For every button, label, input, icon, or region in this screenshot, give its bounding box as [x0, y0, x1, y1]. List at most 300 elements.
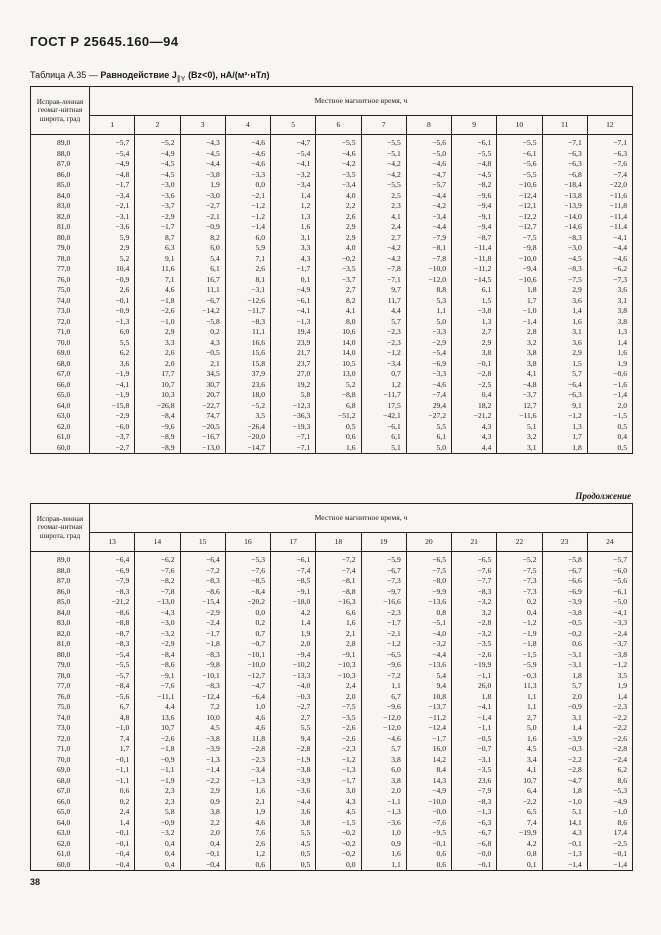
- value-cell: −20,2: [225, 597, 270, 608]
- value-cell: 5,0: [406, 443, 451, 454]
- value-cell: −13,7: [406, 702, 451, 713]
- value-cell: −1,0: [587, 807, 632, 818]
- table-row: [31, 359, 633, 370]
- value-cell: −6,4: [542, 380, 587, 391]
- table-row: [31, 149, 633, 160]
- table-row: [31, 275, 633, 286]
- table-row: [31, 170, 633, 181]
- value-cell: 1,5: [542, 359, 587, 370]
- value-cell: 4,6: [225, 818, 270, 829]
- value-cell: −0,1: [452, 359, 497, 370]
- caption-subscript: ∥Y: [176, 73, 186, 83]
- value-cell: −6,5: [406, 552, 451, 566]
- value-cell: −6,3: [542, 159, 587, 170]
- value-cell: −7,6: [452, 566, 497, 577]
- value-cell: 37,9: [225, 369, 270, 380]
- value-cell: 1,9: [225, 807, 270, 818]
- value-cell: −14,6: [542, 222, 587, 233]
- value-cell: 8,6: [587, 818, 632, 829]
- value-cell: 14,3: [406, 776, 451, 787]
- value-cell: −22,0: [587, 180, 632, 191]
- latitude-cell: 84,0: [31, 191, 90, 202]
- value-cell: −7,4: [316, 566, 361, 577]
- value-cell: −2,6: [587, 734, 632, 745]
- latitude-cell: 85,0: [31, 597, 90, 608]
- value-cell: −0,1: [452, 860, 497, 871]
- table-row: [31, 744, 633, 755]
- value-cell: 2,0: [135, 359, 180, 370]
- value-cell: 5,1: [497, 422, 542, 433]
- value-cell: −0,3: [271, 692, 316, 703]
- value-cell: 16,7: [180, 275, 225, 286]
- table-row: [31, 380, 633, 391]
- value-cell: −2,2: [497, 797, 542, 808]
- value-cell: −2,1: [361, 629, 406, 640]
- value-cell: −3,3: [587, 618, 632, 629]
- value-cell: −3,1: [542, 660, 587, 671]
- value-cell: 5,0: [406, 317, 451, 328]
- value-cell: −3,1: [452, 755, 497, 766]
- value-cell: 2,6: [316, 212, 361, 223]
- table-row: [31, 839, 633, 850]
- value-cell: −4,9: [135, 149, 180, 160]
- value-cell: −18,4: [542, 180, 587, 191]
- value-cell: −8,8: [316, 390, 361, 401]
- value-cell: −3,2: [135, 629, 180, 640]
- value-cell: 3,3: [271, 243, 316, 254]
- value-cell: −1,9: [90, 390, 135, 401]
- table-row: [31, 755, 633, 766]
- value-cell: 3,5: [587, 671, 632, 682]
- value-cell: 4,6: [135, 285, 180, 296]
- value-cell: −6,4: [225, 692, 270, 703]
- value-cell: 0,5: [587, 443, 632, 454]
- value-cell: 4,3: [180, 338, 225, 349]
- value-cell: −7,6: [406, 818, 451, 829]
- value-cell: −8,6: [90, 608, 135, 619]
- value-cell: −1,0: [135, 317, 180, 328]
- value-cell: −4,4: [587, 243, 632, 254]
- value-cell: 0,4: [452, 390, 497, 401]
- value-cell: −7,2: [361, 671, 406, 682]
- latitude-cell: 87,0: [31, 576, 90, 587]
- value-cell: 10,7: [135, 723, 180, 734]
- latitude-cell: 85,0: [31, 180, 90, 191]
- value-cell: 2,1: [316, 629, 361, 640]
- value-cell: −0,5: [542, 618, 587, 629]
- value-cell: 10,7: [497, 776, 542, 787]
- latitude-cell: 87,0: [31, 159, 90, 170]
- value-cell: −3,9: [180, 744, 225, 755]
- value-cell: 0,6: [90, 786, 135, 797]
- value-cell: −42,1: [361, 411, 406, 422]
- value-cell: −9,8: [180, 660, 225, 671]
- value-cell: 0,2: [497, 597, 542, 608]
- caption-prefix: Таблица А.35 —: [30, 70, 101, 80]
- value-cell: −4,8: [497, 380, 542, 391]
- value-cell: −1,9: [135, 776, 180, 787]
- value-cell: 5,5: [406, 422, 451, 433]
- latitude-cell: 74,0: [31, 296, 90, 307]
- value-cell: −7,1: [271, 443, 316, 454]
- value-cell: −9,1: [452, 212, 497, 223]
- value-cell: 1,9: [587, 359, 632, 370]
- latitude-cell: 81,0: [31, 222, 90, 233]
- value-cell: −3,2: [452, 629, 497, 640]
- table-row: [31, 576, 633, 587]
- value-cell: 1,6: [271, 222, 316, 233]
- value-cell: 4,3: [271, 254, 316, 265]
- value-cell: 2,9: [452, 338, 497, 349]
- value-cell: −5,1: [361, 149, 406, 160]
- value-cell: −12,1: [497, 201, 542, 212]
- value-cell: −3,5: [452, 765, 497, 776]
- value-cell: 7,4: [90, 734, 135, 745]
- value-cell: −4,6: [225, 135, 270, 149]
- value-cell: −2,8: [225, 744, 270, 755]
- latitude-cell: 86,0: [31, 587, 90, 598]
- value-cell: 0,4: [180, 839, 225, 850]
- value-cell: 8,2: [316, 296, 361, 307]
- value-cell: −8,9: [135, 443, 180, 454]
- value-cell: −21,2: [90, 597, 135, 608]
- value-cell: −3,2: [452, 597, 497, 608]
- table-row: [31, 860, 633, 871]
- value-cell: −3,5: [452, 639, 497, 650]
- table-row: [31, 618, 633, 629]
- value-cell: 30,7: [180, 380, 225, 391]
- value-cell: −14,7: [225, 443, 270, 454]
- value-cell: 0,5: [271, 849, 316, 860]
- value-cell: −2,6: [316, 734, 361, 745]
- value-cell: −6,1: [497, 149, 542, 160]
- value-cell: 13,0: [316, 369, 361, 380]
- value-cell: 6,1: [361, 432, 406, 443]
- value-cell: −8,7: [452, 233, 497, 244]
- latitude-cell: 79,0: [31, 243, 90, 254]
- value-cell: −20,5: [180, 422, 225, 433]
- value-cell: −1,2: [361, 639, 406, 650]
- value-cell: −2,8: [452, 618, 497, 629]
- value-cell: 0,1: [271, 275, 316, 286]
- value-cell: 11,6: [135, 264, 180, 275]
- table-row: [31, 671, 633, 682]
- value-cell: −5,7: [406, 180, 451, 191]
- value-cell: −3,6: [90, 222, 135, 233]
- value-cell: 2,3: [135, 797, 180, 808]
- value-cell: −4,3: [180, 135, 225, 149]
- value-cell: 1,3: [587, 327, 632, 338]
- value-cell: −9,6: [361, 660, 406, 671]
- value-cell: −7,7: [452, 576, 497, 587]
- value-cell: −9,6: [135, 422, 180, 433]
- value-cell: −7,5: [406, 566, 451, 577]
- value-cell: −1,1: [90, 765, 135, 776]
- value-cell: −1,1: [90, 776, 135, 787]
- value-cell: −8,2: [452, 180, 497, 191]
- value-cell: −12,3: [271, 401, 316, 412]
- value-cell: −4,6: [225, 149, 270, 160]
- value-cell: −4,1: [90, 380, 135, 391]
- value-cell: −4,9: [90, 159, 135, 170]
- value-cell: −4,1: [452, 702, 497, 713]
- value-cell: −8,8: [90, 618, 135, 629]
- value-cell: 5,4: [406, 671, 451, 682]
- table-row: [31, 233, 633, 244]
- value-cell: −0,5: [452, 734, 497, 745]
- value-cell: −7,6: [135, 566, 180, 577]
- value-cell: −8,1: [406, 243, 451, 254]
- value-cell: −3,8: [452, 306, 497, 317]
- value-cell: −4,6: [587, 254, 632, 265]
- value-cell: 0,5: [271, 860, 316, 871]
- value-cell: −5,6: [587, 576, 632, 587]
- latitude-cell: 86,0: [31, 170, 90, 181]
- value-cell: 3,2: [497, 338, 542, 349]
- value-cell: 0,9: [361, 839, 406, 850]
- value-cell: −2,5: [587, 839, 632, 850]
- value-cell: 1,4: [542, 723, 587, 734]
- value-cell: −6,1: [271, 552, 316, 566]
- value-cell: −21,2: [452, 411, 497, 422]
- value-cell: −0,1: [90, 296, 135, 307]
- value-cell: −4,2: [361, 159, 406, 170]
- value-cell: −4,7: [271, 135, 316, 149]
- value-cell: −1,2: [316, 755, 361, 766]
- column-header: 17: [271, 533, 316, 552]
- value-cell: −12,2: [497, 212, 542, 223]
- value-cell: −6,4: [90, 552, 135, 566]
- value-cell: −1,3: [542, 849, 587, 860]
- column-header: 4: [225, 116, 270, 135]
- latitude-cell: 63,0: [31, 411, 90, 422]
- value-cell: −5,6: [497, 159, 542, 170]
- value-cell: 5,9: [225, 243, 270, 254]
- value-cell: −7,9: [90, 576, 135, 587]
- value-cell: 1,1: [497, 692, 542, 703]
- value-cell: −1,3: [225, 776, 270, 787]
- value-cell: 11,7: [361, 296, 406, 307]
- latitude-cell: 72,0: [31, 734, 90, 745]
- lat-header: Исправ-ленная геомаг-нитная широта, град: [31, 87, 90, 135]
- value-cell: 2,9: [542, 348, 587, 359]
- latitude-cell: 83,0: [31, 618, 90, 629]
- value-cell: −4,2: [406, 201, 451, 212]
- value-cell: −0,4: [90, 860, 135, 871]
- value-cell: −2,2: [587, 713, 632, 724]
- value-cell: 8,1: [225, 275, 270, 286]
- value-cell: −1,3: [361, 807, 406, 818]
- value-cell: 2,0: [180, 828, 225, 839]
- value-cell: 4,1: [497, 765, 542, 776]
- value-cell: −8,3: [542, 233, 587, 244]
- value-cell: −2,1: [90, 201, 135, 212]
- value-cell: −5,4: [271, 149, 316, 160]
- value-cell: −1,2: [361, 348, 406, 359]
- value-cell: 1,6: [316, 443, 361, 454]
- page-number: 38: [30, 877, 41, 887]
- value-cell: −0,2: [316, 849, 361, 860]
- value-cell: 8,4: [406, 765, 451, 776]
- value-cell: −5,0: [587, 597, 632, 608]
- value-cell: −1,0: [497, 306, 542, 317]
- value-cell: −8,1: [316, 576, 361, 587]
- value-cell: 23,6: [225, 380, 270, 391]
- value-cell: −5,3: [587, 786, 632, 797]
- value-cell: 14,2: [406, 755, 451, 766]
- value-cell: 2,6: [225, 264, 270, 275]
- value-cell: 6,7: [90, 702, 135, 713]
- value-cell: −4,6: [406, 159, 451, 170]
- value-cell: 1,1: [361, 860, 406, 871]
- value-cell: −8,3: [542, 264, 587, 275]
- value-cell: −1,6: [587, 380, 632, 391]
- value-cell: 14,0: [316, 338, 361, 349]
- value-cell: 2,5: [361, 191, 406, 202]
- value-cell: −5,5: [361, 135, 406, 149]
- latitude-cell: 77,0: [31, 681, 90, 692]
- value-cell: −9,1: [316, 650, 361, 661]
- value-cell: −0,2: [316, 254, 361, 265]
- value-cell: 23,7: [271, 359, 316, 370]
- value-cell: −3,2: [406, 639, 451, 650]
- latitude-cell: 84,0: [31, 608, 90, 619]
- value-cell: −12,0: [361, 713, 406, 724]
- latitude-cell: 67,0: [31, 369, 90, 380]
- value-cell: 2,9: [90, 243, 135, 254]
- value-cell: −2,9: [135, 639, 180, 650]
- latitude-cell: 82,0: [31, 629, 90, 640]
- value-cell: −7,5: [316, 702, 361, 713]
- value-cell: 6,0: [90, 327, 135, 338]
- value-cell: −3,6: [361, 818, 406, 829]
- value-cell: −0,9: [135, 755, 180, 766]
- value-cell: −12,4: [497, 191, 542, 202]
- value-cell: 4,0: [316, 243, 361, 254]
- value-cell: 9,7: [361, 285, 406, 296]
- column-header: 22: [497, 533, 542, 552]
- time-header: Местное магнитное время, ч: [90, 504, 633, 533]
- table-row: [31, 180, 633, 191]
- value-cell: 4,6: [225, 713, 270, 724]
- value-cell: 0,4: [587, 432, 632, 443]
- value-cell: −12,0: [406, 275, 451, 286]
- value-cell: 8,0: [316, 317, 361, 328]
- value-cell: 0,6: [406, 860, 451, 871]
- value-cell: 17,4: [587, 828, 632, 839]
- value-cell: −3,0: [135, 618, 180, 629]
- column-header: 5: [271, 116, 316, 135]
- value-cell: 4,3: [316, 797, 361, 808]
- value-cell: −6,0: [587, 566, 632, 577]
- value-cell: −5,1: [406, 618, 451, 629]
- value-cell: −7,4: [406, 390, 451, 401]
- value-cell: 0,2: [225, 618, 270, 629]
- value-cell: 6,5: [497, 807, 542, 818]
- value-cell: 5,5: [271, 828, 316, 839]
- value-cell: −1,3: [316, 765, 361, 776]
- value-cell: −7,6: [225, 566, 270, 577]
- value-cell: −3,3: [225, 170, 270, 181]
- table-row: [31, 369, 633, 380]
- table-row: [31, 681, 633, 692]
- latitude-cell: 78,0: [31, 671, 90, 682]
- value-cell: −0,5: [180, 348, 225, 359]
- value-cell: 4,1: [316, 306, 361, 317]
- value-cell: 7,1: [225, 254, 270, 265]
- latitude-cell: 80,0: [31, 650, 90, 661]
- value-cell: 5,1: [542, 807, 587, 818]
- value-cell: −8,3: [452, 797, 497, 808]
- value-cell: −1,3: [452, 807, 497, 818]
- value-cell: −13,3: [271, 671, 316, 682]
- value-cell: 3,2: [497, 432, 542, 443]
- value-cell: 2,3: [135, 786, 180, 797]
- value-cell: −0,1: [406, 839, 451, 850]
- value-cell: 1,6: [542, 317, 587, 328]
- value-cell: 1,6: [587, 348, 632, 359]
- value-cell: 4,2: [497, 839, 542, 850]
- value-cell: −4,4: [406, 191, 451, 202]
- value-cell: 3,6: [271, 807, 316, 818]
- latitude-cell: 61,0: [31, 849, 90, 860]
- value-cell: −1,1: [135, 765, 180, 776]
- value-cell: −6,3: [452, 818, 497, 829]
- value-cell: 3,3: [135, 338, 180, 349]
- value-cell: 7,4: [497, 818, 542, 829]
- value-cell: −6,3: [542, 390, 587, 401]
- value-cell: −15,8: [90, 401, 135, 412]
- value-cell: −12,6: [225, 296, 270, 307]
- value-cell: 3,8: [497, 348, 542, 359]
- value-cell: 3,8: [587, 306, 632, 317]
- value-cell: −2,9: [135, 212, 180, 223]
- value-cell: 2,0: [542, 692, 587, 703]
- value-cell: −5,4: [406, 348, 451, 359]
- value-cell: −11,8: [452, 254, 497, 265]
- value-cell: 2,9: [180, 786, 225, 797]
- table-row: [31, 650, 633, 661]
- value-cell: 2,9: [316, 233, 361, 244]
- value-cell: 1,1: [361, 681, 406, 692]
- value-cell: −4,8: [452, 159, 497, 170]
- value-cell: 4,8: [90, 713, 135, 724]
- value-cell: −1,2: [587, 660, 632, 671]
- value-cell: 0,4: [135, 839, 180, 850]
- value-cell: 2,0: [316, 692, 361, 703]
- column-header: 20: [406, 533, 451, 552]
- value-cell: −2,7: [180, 201, 225, 212]
- value-cell: −5,2: [135, 135, 180, 149]
- value-cell: 12,7: [497, 401, 542, 412]
- value-cell: −1,4: [180, 765, 225, 776]
- value-cell: −5,6: [90, 692, 135, 703]
- value-cell: 1,2: [271, 201, 316, 212]
- value-cell: 3,1: [542, 713, 587, 724]
- table-row: [31, 422, 633, 433]
- value-cell: −22,7: [180, 401, 225, 412]
- value-cell: 2,7: [316, 285, 361, 296]
- value-cell: 4,0: [316, 191, 361, 202]
- value-cell: −1,0: [90, 723, 135, 734]
- value-cell: −8,3: [225, 317, 270, 328]
- value-cell: 10,4: [90, 264, 135, 275]
- value-cell: 11,3: [497, 681, 542, 692]
- value-cell: 20,7: [180, 390, 225, 401]
- value-cell: −11,1: [135, 692, 180, 703]
- column-header: 21: [452, 533, 497, 552]
- value-cell: −9,6: [361, 702, 406, 713]
